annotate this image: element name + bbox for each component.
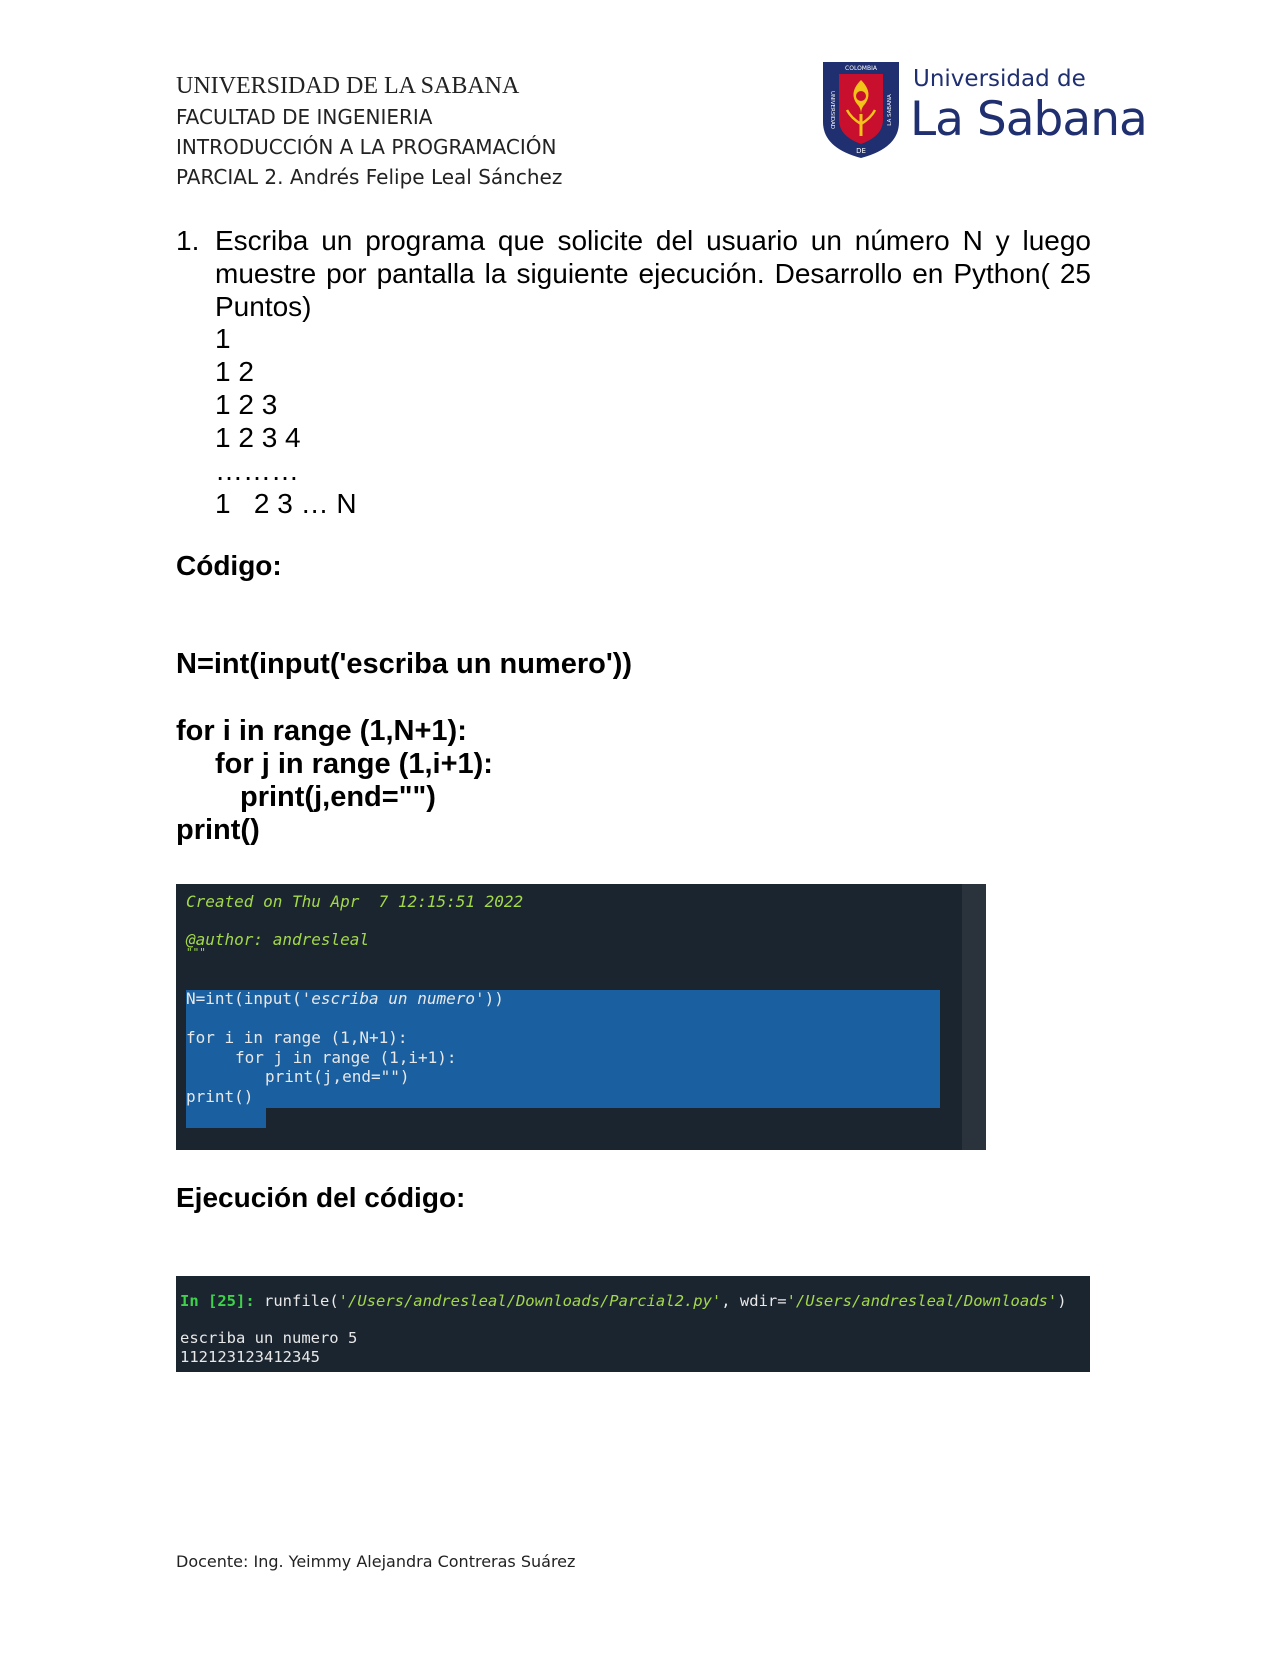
svg-text:COLOMBIA: COLOMBIA xyxy=(845,65,877,72)
sequence-line: ……… xyxy=(215,455,299,486)
logo-line2: La Sabana xyxy=(910,92,1147,147)
code-line: for i in range (1,N+1): xyxy=(176,715,467,747)
question-text: Escriba un programa que solicite del usuario un número N y luego muestre por pantalla la siguiente ejecución. Desarrollo en Python( 25 Puntos) xyxy=(215,225,1091,322)
editor-scrollbar xyxy=(962,884,986,1150)
console-screenshot xyxy=(176,1276,1090,1372)
editor-screenshot xyxy=(176,884,986,1150)
sequence-line: 1 xyxy=(215,323,231,354)
execution-heading: Ejecución del código: xyxy=(176,1182,466,1213)
sequence-line: 1 2 3 … N xyxy=(215,488,357,519)
editor-line-for-i: for i in range (1,N+1): xyxy=(186,1028,408,1047)
editor-selection-tail xyxy=(186,1108,266,1128)
code-line: print() xyxy=(176,814,260,846)
faculty-name: FACULTAD DE INGENIERIA xyxy=(176,105,433,129)
console-output-result: 112123123412345 xyxy=(180,1348,320,1366)
svg-text:LA SABANA: LA SABANA xyxy=(887,94,893,126)
university-logo xyxy=(821,60,1151,162)
sequence-line: 1 2 3 4 xyxy=(215,422,301,453)
question-number: 1. xyxy=(176,225,200,256)
code-line: N=int(input('escriba un numero')) xyxy=(176,648,633,680)
university-name: UNIVERSIDAD DE LA SABANA xyxy=(176,73,520,99)
console-output-prompt: escriba un numero 5 xyxy=(180,1329,358,1347)
editor-line-input: N=int(input('escriba un numero')) xyxy=(186,989,504,1008)
course-name: INTRODUCCIÓN A LA PROGRAMACIÓN xyxy=(176,135,557,159)
code-heading: Código: xyxy=(176,550,282,581)
editor-author-line: @author: andresleal xyxy=(186,930,370,949)
editor-docstring-end: """ xyxy=(186,946,206,959)
editor-created-line: Created on Thu Apr 7 12:15:51 2022 xyxy=(186,892,524,911)
editor-line-print-j: print(j,end="") xyxy=(265,1067,410,1086)
sequence-line: 1 2 3 xyxy=(215,389,278,420)
editor-line-for-j: for j in range (1,i+1): xyxy=(235,1048,457,1067)
svg-text:UNIVERSIDAD: UNIVERSIDAD xyxy=(829,90,835,130)
code-line: print(j,end="") xyxy=(240,781,436,813)
console-command-line: In [25]: runfile('/Users/andresleal/Downloads/Parcial2.py', wdir='/Users/andresleal/Downloads') xyxy=(180,1292,1067,1310)
logo-line1: Universidad de xyxy=(913,66,1086,92)
shield-icon xyxy=(821,60,901,160)
footer-teacher: Docente: Ing. Yeimmy Alejandra Contreras Suárez xyxy=(176,1552,576,1571)
exam-title: PARCIAL 2. Andrés Felipe Leal Sánchez xyxy=(176,165,563,189)
svg-text:DE: DE xyxy=(856,147,866,155)
sequence-line: 1 2 xyxy=(215,356,254,387)
editor-line-print: print() xyxy=(186,1087,254,1106)
code-line: for j in range (1,i+1): xyxy=(215,748,493,780)
